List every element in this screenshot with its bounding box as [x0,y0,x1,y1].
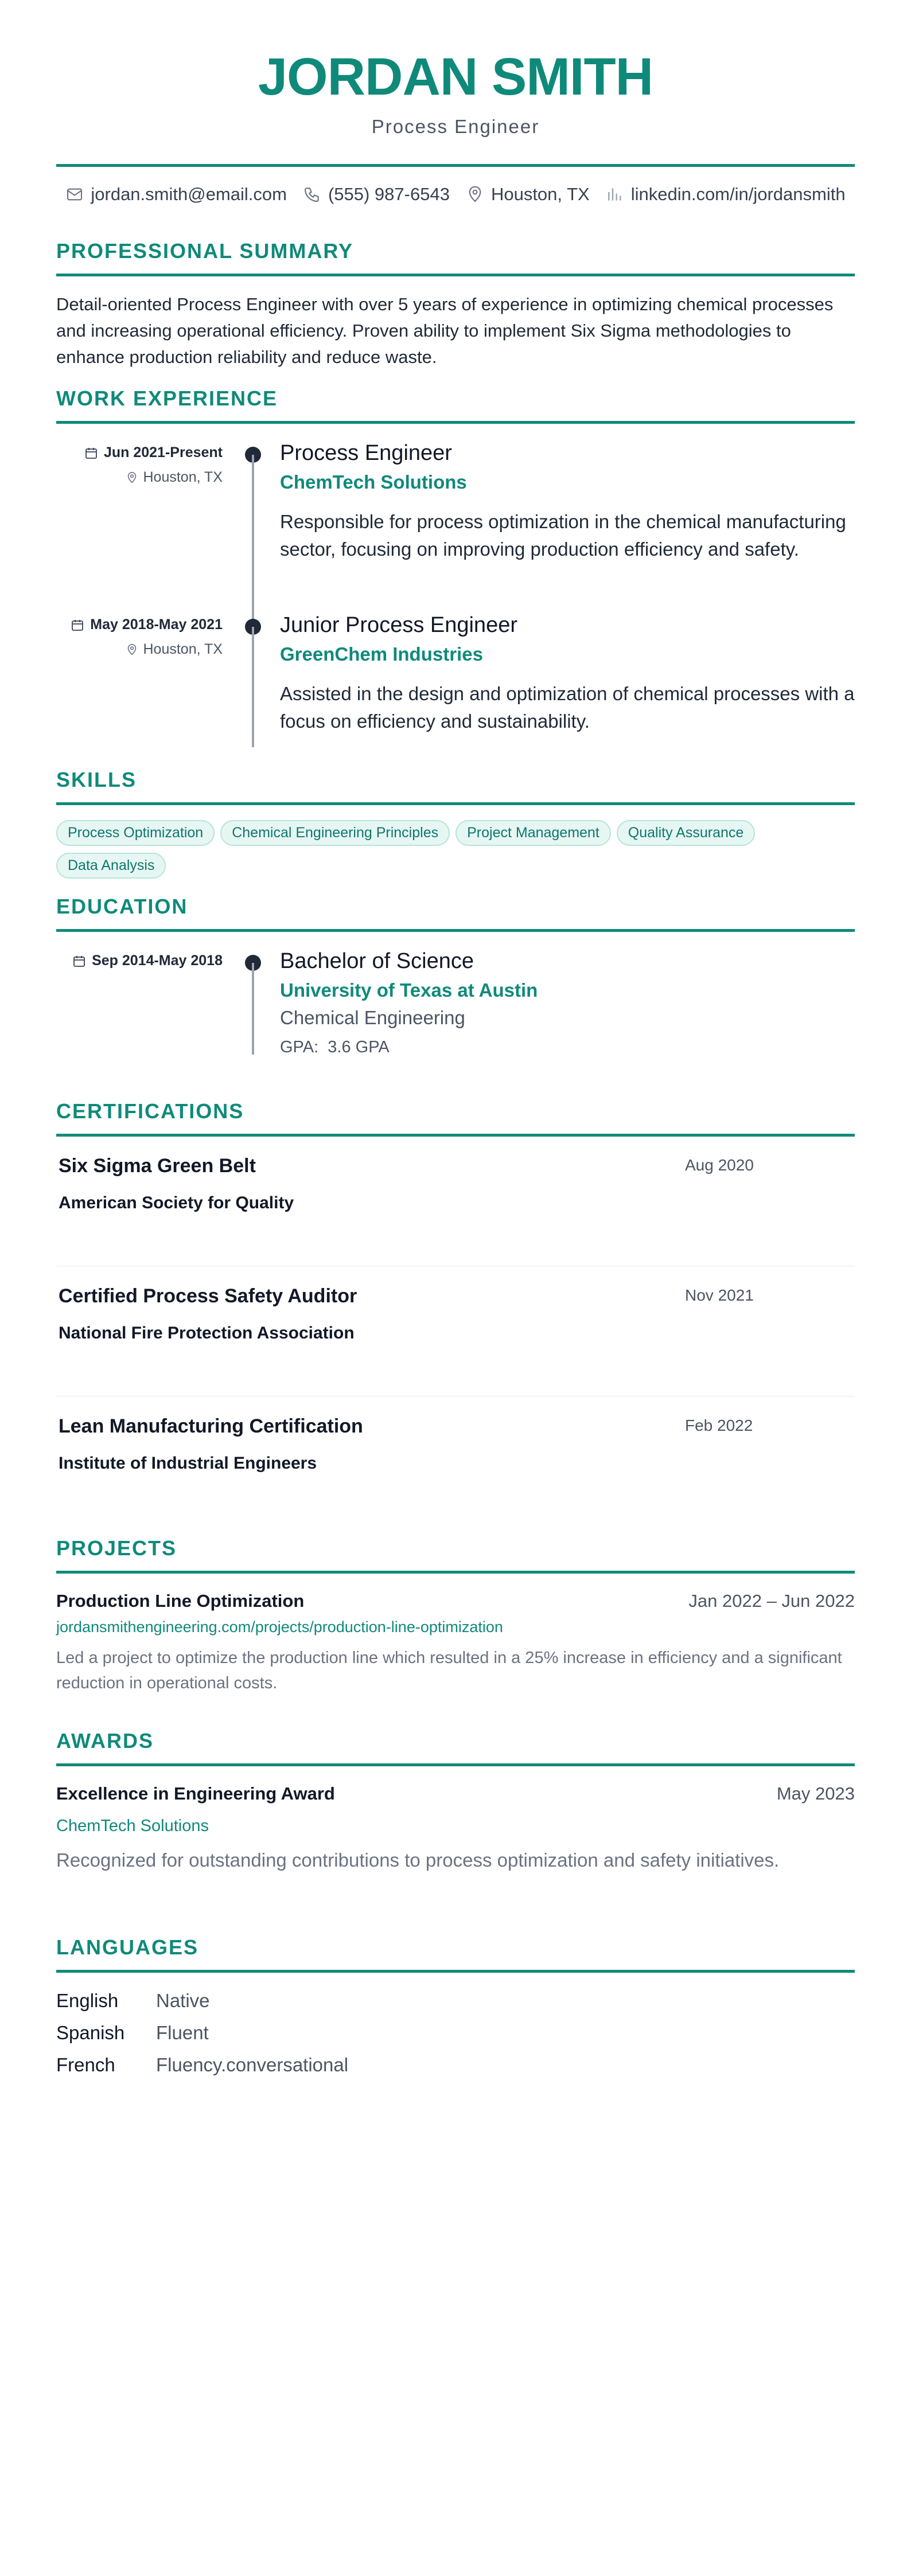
projects-heading: PROJECTS [56,1536,855,1574]
award-description: Recognized for outstanding contributions to process optimization and safety initiatives. [56,1849,780,1871]
summary-heading: PROFESSIONAL SUMMARY [56,239,855,276]
calendar-icon [84,446,98,460]
contact-phone[interactable] [303,184,450,205]
award-item [56,1783,855,1871]
candidate-name: JORDAN SMITH [258,48,653,106]
project-item [56,1591,855,1696]
certification-date: Feb 2022 [685,1416,753,1434]
award-organization: ChemTech Solutions [56,1817,209,1835]
education-date: Sep 2014-May 2018 [56,953,223,969]
languages-list [56,1990,855,2076]
calendar-icon [72,954,86,968]
certification-name: Six Sigma Green Belt [59,1155,256,1177]
certification-item [56,1137,855,1267]
award-name: Excellence in Engineering Award [56,1783,335,1804]
job-title: Process Engineer [280,441,452,465]
gpa-value: 3.6 GPA [328,1038,390,1056]
skill-tag: Quality Assurance [617,820,756,846]
certification-issuer: Institute of Industrial Engineers [59,1454,317,1473]
map-pin-icon [466,185,484,204]
linkedin-text: linkedin.com/in/jordansmith [630,184,846,204]
language-name: French [56,2054,115,2075]
experience-entry [56,441,855,613]
language-level: Fluency.conversational [156,2054,349,2075]
contact-linkedin[interactable] [606,184,846,205]
job-description: Assisted in the design and optimization of chemical processes with a focus on efficiency and sustainability. [280,683,855,732]
certification-name: Lean Manufacturing Certification [59,1415,363,1437]
linkedin-icon [606,185,624,204]
skill-tag: Project Management [456,820,611,846]
work-experience-heading: WORK EXPERIENCE [56,387,855,424]
project-link[interactable]: jordansmithengineering.com/projects/production-line-optimization [56,1618,503,1636]
education-timeline [56,949,855,1087]
certification-date: Aug 2020 [685,1156,754,1174]
skills-list [56,820,855,879]
skill-tag: Process Optimization [56,820,215,846]
experience-entry [56,613,855,751]
skill-tag: Chemical Engineering Principles [220,820,450,846]
project-name: Production Line Optimization [56,1591,305,1611]
location-text: Houston, TX [490,184,590,204]
map-pin-icon [126,643,138,656]
contact-bar [56,167,855,222]
education-heading: EDUCATION [56,895,855,932]
gpa-label: GPA: [280,1038,319,1056]
certification-name: Certified Process Safety Auditor [59,1285,357,1307]
gpa [280,1038,855,1057]
degree: Bachelor of Science [280,949,474,973]
mail-icon [65,185,84,204]
experience-location: Houston, TX [56,469,223,486]
email-text: jordan.smith@email.com [91,184,287,204]
job-title: Junior Process Engineer [280,613,517,637]
project-date: Jan 2022 – Jun 2022 [688,1591,855,1611]
language-name: English [56,1990,119,2011]
awards-heading: AWARDS [56,1729,855,1766]
field-of-study: Chemical Engineering [280,1007,465,1028]
certifications-heading: CERTIFICATIONS [56,1099,855,1137]
map-pin-icon [126,471,138,484]
calendar-icon [71,618,84,632]
language-item [56,2054,855,2076]
language-name: Spanish [56,2022,125,2043]
phone-icon [303,185,321,204]
certification-item [56,1267,855,1397]
skill-tag: Data Analysis [56,853,166,879]
project-description: Led a project to optimize the production line which resulted in a 25% increase in efficiency and a significant reduction in operational costs. [56,1649,842,1692]
company-name: GreenChem Industries [280,643,483,665]
certification-date: Nov 2021 [685,1286,754,1304]
summary-text: Detail-oriented Process Engineer with over 5 years of experience in optimizing chemical processes and increasing operational efficiency. Proven ability to implement Six Sigma methodologies to enhance production reliability and reduce waste. [56,294,834,367]
certification-item [56,1397,855,1527]
experience-date: May 2018-May 2021 [56,616,223,633]
language-item [56,1990,855,2012]
education-entry [56,949,855,1087]
skills-heading: SKILLS [56,768,855,805]
languages-heading: LANGUAGES [56,1935,855,1973]
phone-text: (555) 987-6543 [328,184,450,204]
school-name: University of Texas at Austin [280,979,538,1001]
timeline-line [252,963,254,1055]
candidate-title: Process Engineer [371,116,540,137]
timeline-line [252,627,254,747]
experience-date: Jun 2021-Present [56,444,223,461]
experience-location: Houston, TX [56,641,223,658]
experience-timeline [56,441,855,751]
language-level: Fluent [156,2022,209,2043]
language-level: Native [156,1990,210,2011]
timeline-line [252,455,254,627]
certification-issuer: American Society for Quality [59,1193,294,1212]
job-description: Responsible for process optimization in the chemical manufacturing sector, focusing on improving production efficiency and safety. [280,511,846,560]
certification-issuer: National Fire Protection Association [59,1324,355,1342]
award-date: May 2023 [776,1783,855,1804]
certifications-list [56,1137,855,1527]
language-item [56,2022,855,2044]
company-name: ChemTech Solutions [280,471,467,493]
contact-email[interactable] [65,184,287,205]
contact-location [466,184,590,205]
